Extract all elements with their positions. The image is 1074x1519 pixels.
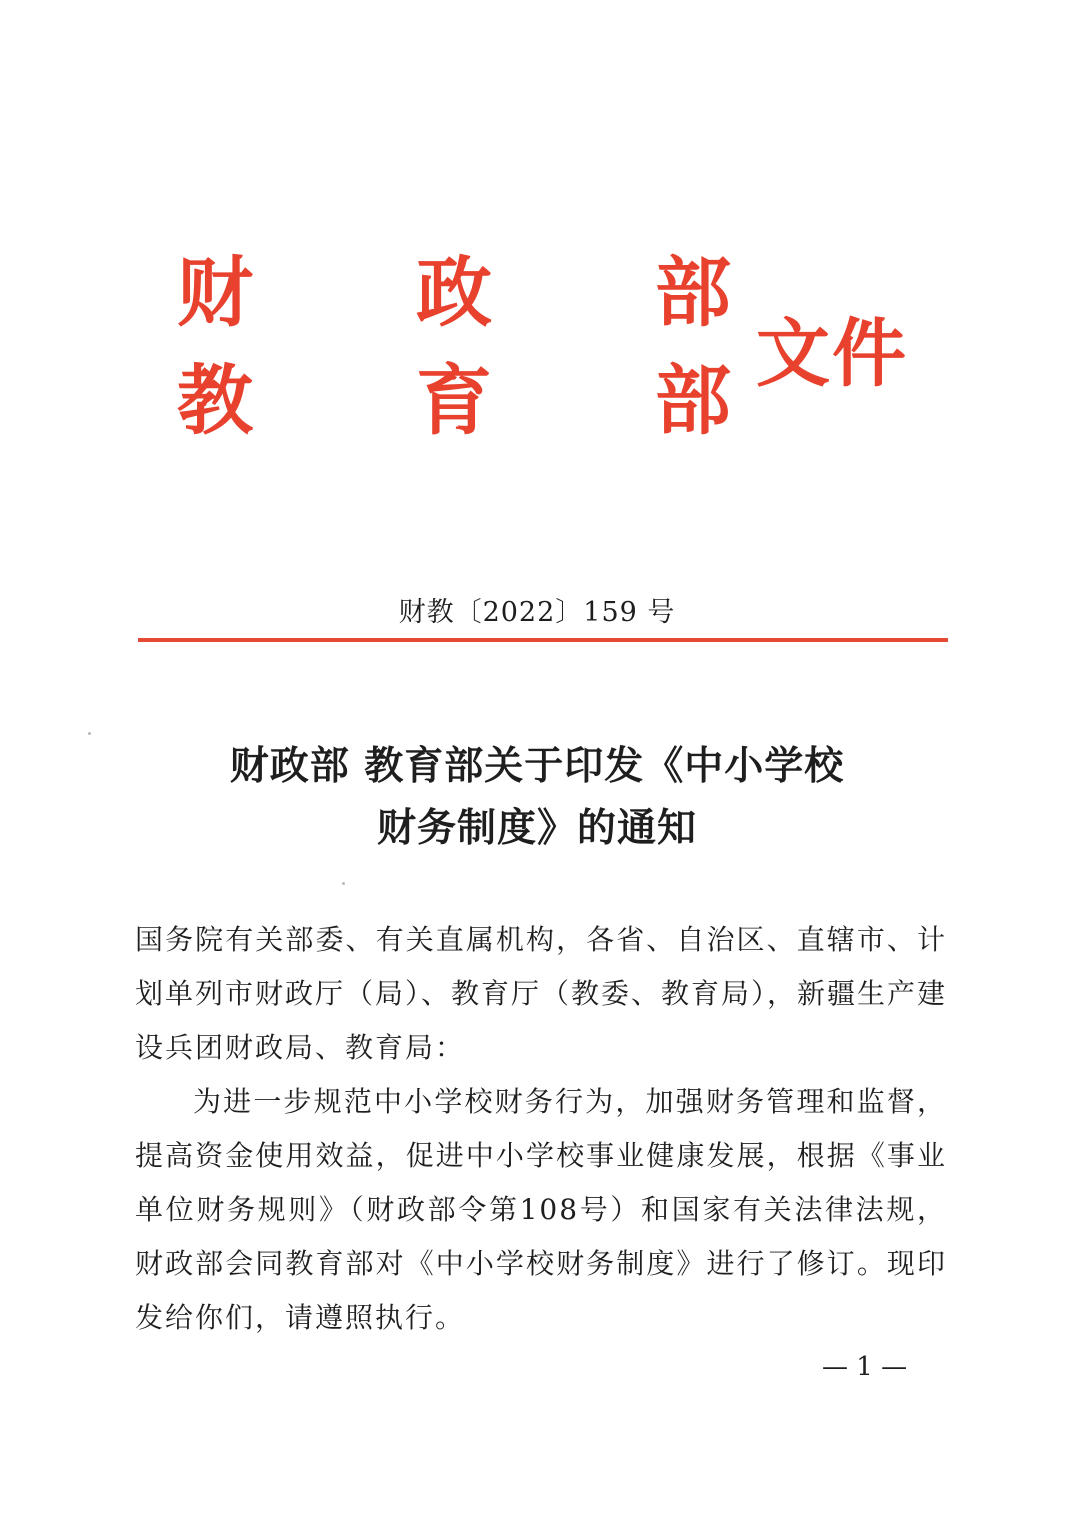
header-char-cai: 财: [177, 248, 253, 337]
header-char-jiao: 教: [177, 356, 253, 445]
document-title-line-2: 财务制度》的通知: [376, 806, 697, 851]
document-title-line-1: 财政部 教育部关于印发《中小学校: [229, 744, 845, 789]
header-suffix-wenjian: 文件: [756, 311, 908, 397]
scan-speck: [342, 882, 345, 885]
header-char-yu: 育: [416, 356, 492, 445]
scan-speck: [88, 732, 91, 735]
addressee-block: 国务院有关部委、有关直属机构，各省、自治区、直辖市、计划单列市财政厅（局）、教育厅（教委、教育局），新疆生产建设兵团财政局、教育局：: [135, 923, 948, 1064]
red-separator-rule: [138, 638, 948, 642]
header-char-bu-2: 部: [655, 356, 731, 445]
body-paragraph: 为进一步规范中小学校财务行为，加强财务管理和监督，提高资金使用效益，促进中小学校事业健康发展，根据《事业单位财务规则》（财政部令第108号）和国家有关法律法规，财政部会同教育部对《中小学校财务制度》进行了修订。现印发给你们，请遵照执行。: [135, 1085, 947, 1334]
page-number: — 1 —: [822, 1352, 908, 1382]
header-char-bu-1: 部: [655, 248, 731, 337]
document-number: 财教〔2022〕159 号: [398, 597, 676, 628]
header-char-zheng: 政: [416, 248, 492, 337]
